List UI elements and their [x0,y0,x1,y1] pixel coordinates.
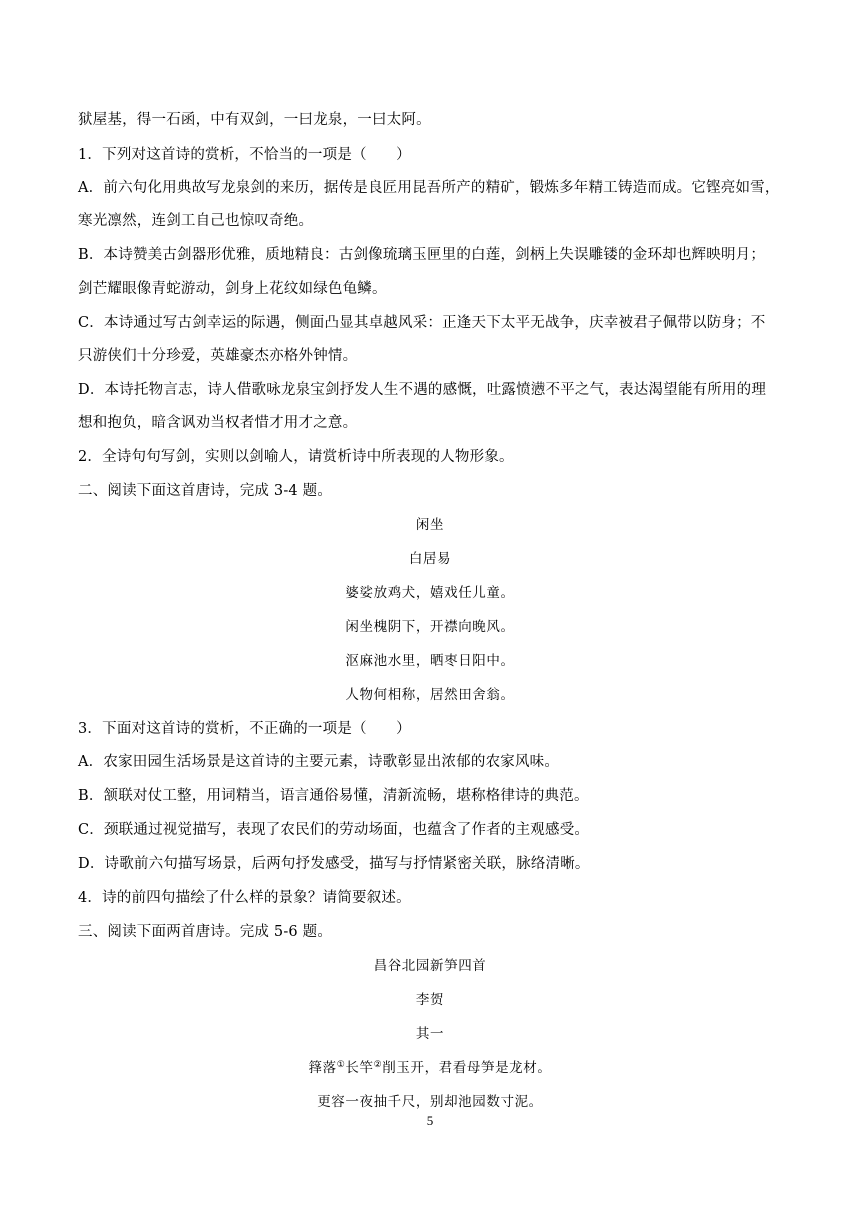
page-number: 5 [426,1113,434,1128]
poem-1-line-2: 闲坐槐阴下，开襟向晚风。 [345,619,515,635]
section-3-heading: 三、阅读下面两首唐诗。完成 5-6 题。 [78,924,333,940]
option-1d-line-1: D．本诗托物言志，诗人借歌咏龙泉宝剑抒发人生不遇的感慨，吐露愤懑不平之气，表达渴望能有所用的理 [78,382,767,398]
poem-1-line-4: 人物何相称，居然田舍翁。 [345,687,515,703]
option-3c: C．颈联通过视觉描写，表现了农民们的劳动场面，也蕴含了作者的主观感受。 [78,822,590,838]
poem-2-line-1-part-a: 箨落 [308,1060,337,1076]
option-3d: D．诗歌前六句描写场景，后两句抒发感受，描写与抒情紧密关联，脉络清晰。 [78,856,590,872]
option-1c-line-1: C．本诗通过写古剑幸运的际遇，侧面凸显其卓越风采：正逢天下太平无战争，庆幸被君子佩带以防身；不 [78,315,766,331]
poem-2-author: 李贺 [415,992,445,1008]
poem-2-line-1-part-b: 长竿 [345,1060,374,1076]
footnote-marker-1: ① [336,1060,346,1070]
option-1c-line-2: 只游侠们十分珍爱，英雄豪杰亦格外钟情。 [78,348,358,364]
question-1: 1．下列对这首诗的赏析，不恰当的一项是（ ） [78,147,411,163]
option-3b: B．颔联对仗工整，用词精当，语言通俗易懂，清新流畅，堪称格律诗的典范。 [78,788,589,804]
option-1a-line-2: 寒光凛然，连剑工自己也惊叹奇绝。 [78,213,314,229]
footnote-marker-2: ② [373,1060,383,1070]
poem-2-line-2: 更容一夜抽千尺，别却池园数寸泥。 [317,1094,543,1110]
question-4: 4．诗的前四句描绘了什么样的景象？请简要叙述。 [78,890,411,906]
option-1b-line-1: B．本诗赞美古剑器形优雅，质地精良：古剑像琉璃玉匣里的白莲，剑柄上失误雕镂的金环却也辉映明月； [78,247,766,263]
poem-2-line-1 [0,1058,860,1078]
question-2: 2．全诗句句写剑，实则以剑喻人，请赏析诗中所表现的人物形象。 [78,449,514,465]
option-1d-line-2: 想和抱负，暗含讽劝当权者惜才用才之意。 [78,415,358,431]
section-2-heading: 二、阅读下面这首唐诗，完成 3-4 题。 [78,483,333,499]
option-1b-line-2: 剑芒耀眼像青蛇游动，剑身上花纹如绿色龟鳞。 [78,281,387,297]
option-1a-line-1: A．前六句化用典故写龙泉剑的来历，据传是良匠用昆吾所产的精矿，锻炼多年精工铸造而成。它铿亮如雪， [78,180,780,196]
option-3a: A．农家田园生活场景是这首诗的主要元素，诗歌彰显出浓郁的农家风味。 [78,754,560,770]
poem-1-title: 闲坐 [415,517,445,533]
poem-2-title: 昌谷北园新笋四首 [373,958,487,974]
poem-1-line-3: 沤麻池水里，晒枣日阳中。 [345,653,515,669]
question-3: 3．下面对这首诗的赏析，不正确的一项是（ ） [78,721,411,737]
poem-2-section: 其一 [415,1026,445,1042]
poem-1-author: 白居易 [408,551,452,567]
poem-1-line-1: 婆娑放鸡犬，嬉戏任儿童。 [345,585,515,601]
poem-2-line-1-part-c: 削玉开，君看母笋是龙材。 [382,1060,552,1076]
text-line-1: 狱屋基，得一石函，中有双剑，一曰龙泉，一曰太阿。 [78,112,431,128]
